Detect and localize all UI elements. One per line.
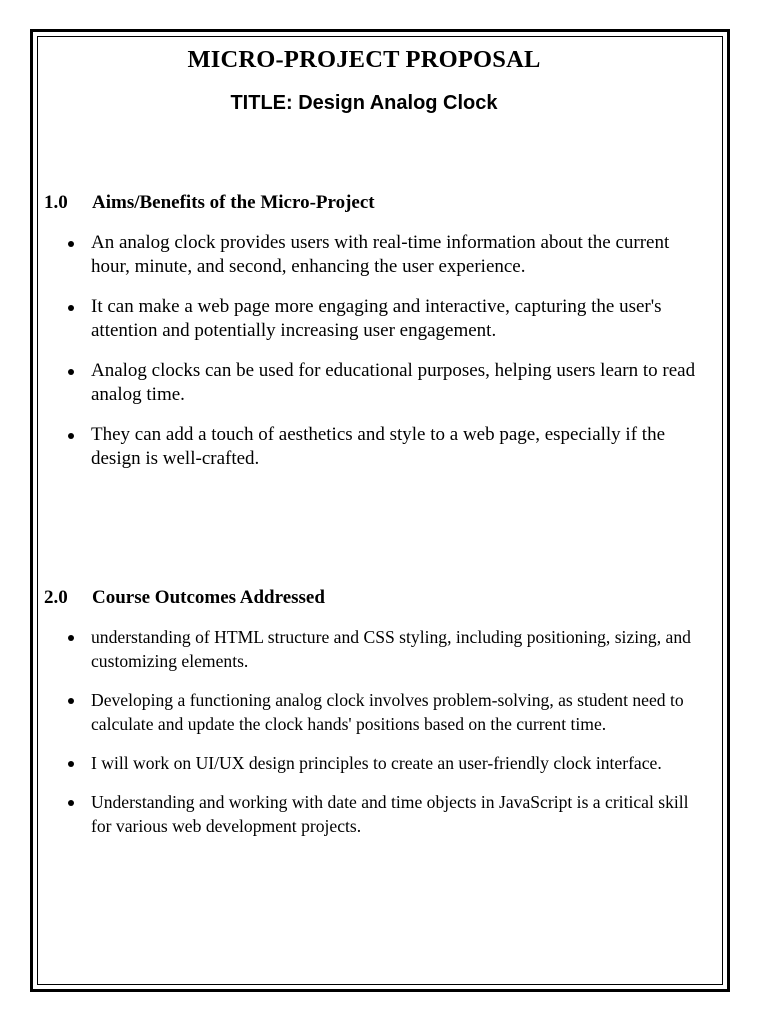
bullet-icon — [68, 698, 74, 704]
list-item — [60, 423, 700, 471]
outcomes-list — [60, 625, 700, 853]
section-heading-outcomes — [44, 587, 325, 609]
list-item — [60, 790, 700, 838]
list-item-text: It can make a web page more engaging and interactive, capturing the user's attention and potentially increasing user engagement. — [91, 296, 662, 341]
list-item-text: I will work on UI/UX design principles to create an user-friendly clock interface. — [91, 753, 662, 773]
section-title: Aims/Benefits of the Micro-Project — [92, 192, 375, 213]
document-heading: MICRO-PROJECT PROPOSAL — [187, 46, 541, 73]
bullet-icon — [68, 305, 74, 311]
bullet-icon — [68, 369, 74, 375]
list-item — [60, 625, 700, 673]
list-item-text: understanding of HTML structure and CSS styling, including positioning, sizing, and customizing elements. — [91, 627, 691, 671]
bullet-icon — [68, 241, 74, 247]
bullet-icon — [68, 635, 74, 641]
section-title: Course Outcomes Addressed — [92, 587, 325, 608]
list-item-text: They can add a touch of aesthetics and style to a web page, especially if the design is well-crafted. — [91, 424, 665, 469]
project-title: TITLE: Design Analog Clock — [230, 92, 498, 114]
list-item — [60, 688, 700, 736]
list-item — [60, 295, 700, 343]
list-item-text: Developing a functioning analog clock involves problem-solving, as student need to calculate and update the clock hands' positions based on the current time. — [91, 690, 684, 734]
list-item-text: Analog clocks can be used for educational purposes, helping users learn to read analog time. — [91, 360, 696, 405]
section-number: 1.0 — [44, 192, 68, 213]
section-heading-aims — [44, 192, 375, 214]
list-item — [60, 231, 700, 279]
bullet-icon — [68, 433, 74, 439]
aims-list — [60, 231, 700, 487]
list-item-text: An analog clock provides users with real-time information about the current hour, minute, and second, enhancing the user experience. — [91, 232, 670, 277]
list-item-text: Understanding and working with date and time objects in JavaScript is a critical skill for various web development projects. — [91, 792, 689, 836]
bullet-icon — [68, 761, 74, 767]
section-number: 2.0 — [44, 587, 68, 608]
list-item — [60, 359, 700, 407]
list-item — [60, 751, 700, 775]
bullet-icon — [68, 800, 74, 806]
